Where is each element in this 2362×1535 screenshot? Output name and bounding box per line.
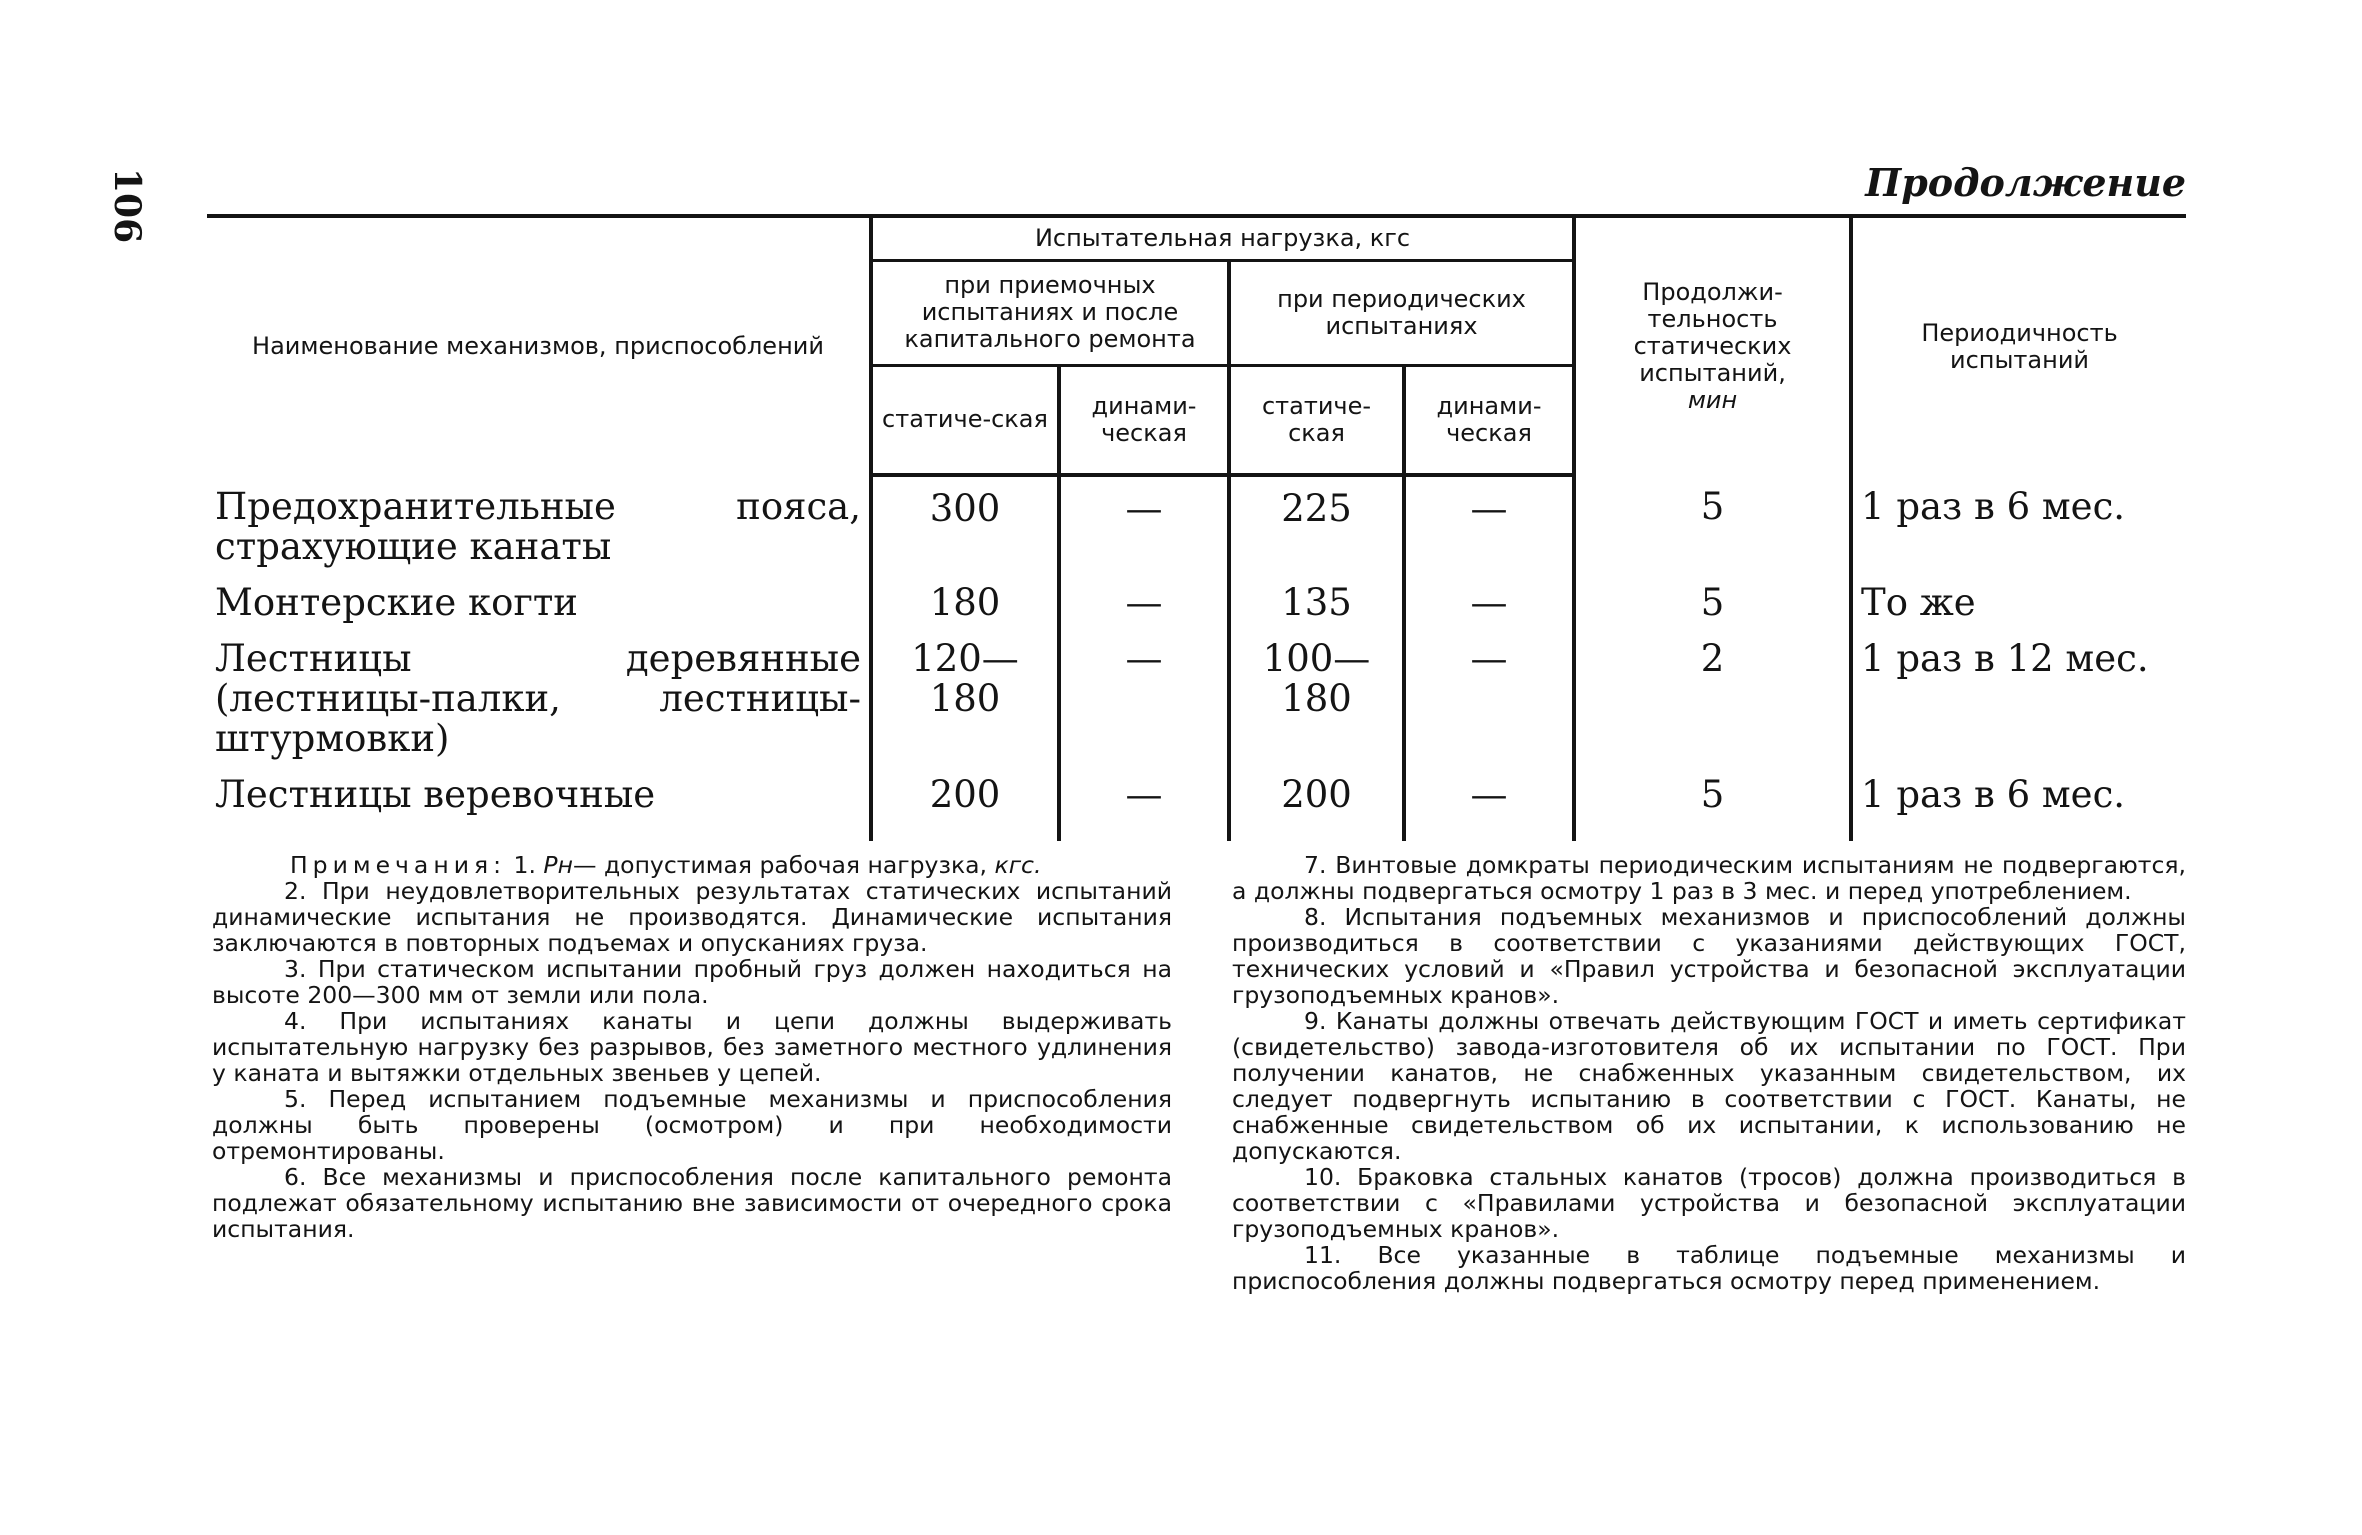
- note-2: 2. При неудовлетворительных результатах статических испытаний динамические испытания не производятся. Динамические испытания заключаются в повторных подъемах и опусканиях груза.: [212, 877, 1172, 957]
- acc-dynamic-value: —: [1059, 571, 1229, 627]
- acc-dynamic-value: —: [1059, 627, 1229, 763]
- header-duration: [1574, 218, 1851, 475]
- per-static-value: 225: [1229, 475, 1404, 571]
- duration-value: 2: [1574, 627, 1851, 763]
- acc-static-value: 300: [871, 475, 1059, 571]
- per-dynamic-value: —: [1404, 571, 1574, 627]
- notes-right-column: [1232, 852, 2186, 1294]
- header-name: Наименование механизмов, приспособлений: [252, 332, 824, 360]
- duration-value: 5: [1574, 475, 1851, 571]
- row-name: Лестницы веревочные: [215, 773, 656, 816]
- row-name: Предохранительные пояса, страхующие канаты: [215, 485, 861, 568]
- per-static-value: 200: [1229, 763, 1404, 841]
- periodicity-value: 1 раз в 6 мес.: [1851, 763, 2186, 841]
- note-9: 9. Канаты должны отвечать действующим ГОСТ и иметь сертификат (свидетельство) завода-изготовителя об их испытании по ГОСТ. При получении канатов, не снабженных указанным свидетельством, их следует подвергнуть испытанию в соответствии с ГОСТ. Канаты, не снабженные свидетельством об их испытании, к использованию не допускаются.: [1232, 1007, 2186, 1165]
- table-row: [207, 763, 2186, 841]
- acc-dynamic-value: —: [1059, 763, 1229, 841]
- acc-static-value: 180: [871, 571, 1059, 627]
- page-number: 106: [106, 168, 148, 244]
- periodicity-value: 1 раз в 6 мес.: [1851, 475, 2186, 571]
- acc-dynamic-value: —: [1059, 475, 1229, 571]
- row-name: Монтерские когти: [215, 581, 578, 624]
- note-11: 11. Все указанные в таблице подъемные механизмы и приспособления должны подвергаться осмотру перед применением.: [1232, 1241, 2186, 1295]
- note-10: 10. Браковка стальных канатов (тросов) должна производиться в соответствии с «Правилами устройства и безопасной эксплуатации грузоподъемных кранов».: [1232, 1163, 2186, 1243]
- header-acc-static: статиче-ская: [871, 365, 1059, 475]
- periodicity-value: То же: [1851, 571, 2186, 627]
- continuation-label: Продолжение: [1865, 160, 2186, 205]
- duration-value: 5: [1574, 571, 1851, 627]
- header-duration-text: Продолжи-тельность статических испытаний,: [1633, 278, 1792, 387]
- header-acceptance: при приемочных испытаниях и после капитального ремонта: [871, 260, 1229, 365]
- note-1-symbol: Pн: [543, 851, 573, 879]
- per-static-value: 135: [1229, 571, 1404, 627]
- header-per-static: статиче-ская: [1229, 365, 1404, 475]
- per-dynamic-value: —: [1404, 475, 1574, 571]
- header-test-load: Испытательная нагрузка, кгс: [871, 218, 1574, 260]
- header-duration-unit: мин: [1687, 386, 1738, 414]
- per-dynamic-value: —: [1404, 763, 1574, 841]
- note-1: [212, 852, 1172, 878]
- acc-static-value: 200: [871, 763, 1059, 841]
- per-dynamic-value: —: [1404, 627, 1574, 763]
- table-row: [207, 627, 2186, 763]
- header-acc-dynamic: динами-ческая: [1059, 365, 1229, 475]
- per-static-value: 100—180: [1229, 627, 1404, 763]
- note-4: 4. При испытаниях канаты и цепи должны выдерживать испытательную нагрузку без разрывов, без заметного местного удлинения у каната и вытяжки отдельных звеньев у цепей.: [212, 1007, 1172, 1087]
- header-periodic: при периодических испытаниях: [1229, 260, 1574, 365]
- notes-left-column: [212, 852, 1172, 1242]
- test-load-table: [207, 218, 2186, 841]
- header-per-dynamic: динами-ческая: [1404, 365, 1574, 475]
- row-name: Лестницы деревянные (лестницы-палки, лестницы-штурмовки): [215, 637, 861, 760]
- note-7: 7. Винтовые домкраты периодическим испытаниям не подвергаются, а должны подвергаться осмотру 1 раз в 3 мес. и перед употреблением.: [1232, 851, 2186, 905]
- notes-label: Примечания:: [290, 851, 507, 879]
- header-periodicity: Периодичность испытаний: [1851, 218, 2186, 475]
- duration-value: 5: [1574, 763, 1851, 841]
- periodicity-value: 1 раз в 12 мес.: [1851, 627, 2186, 763]
- note-1-prefix: 1.: [513, 851, 536, 879]
- note-3: 3. При статическом испытании пробный груз должен находиться на высоте 200—300 мм от земли или пола.: [212, 955, 1172, 1009]
- table-row: [207, 475, 2186, 571]
- note-1-text: — допустимая рабочая нагрузка,: [572, 851, 988, 879]
- note-6: 6. Все механизмы и приспособления после капитального ремонта подлежат обязательному испытанию вне зависимости от очередного срока испытания.: [212, 1163, 1172, 1243]
- acc-static-value: 120—180: [871, 627, 1059, 763]
- note-1-unit: кгс.: [994, 851, 1042, 879]
- table-row: [207, 571, 2186, 627]
- note-8: 8. Испытания подъемных механизмов и приспособлений должны производиться в соответствии с указаниями действующих ГОСТ, технических условий и «Правил устройства и безопасной эксплуатации грузоподъемных кранов».: [1232, 903, 2186, 1009]
- note-5: 5. Перед испытанием подъемные механизмы и приспособления должны быть проверены (осмотром) и при необходимости отремонтированы.: [212, 1085, 1172, 1165]
